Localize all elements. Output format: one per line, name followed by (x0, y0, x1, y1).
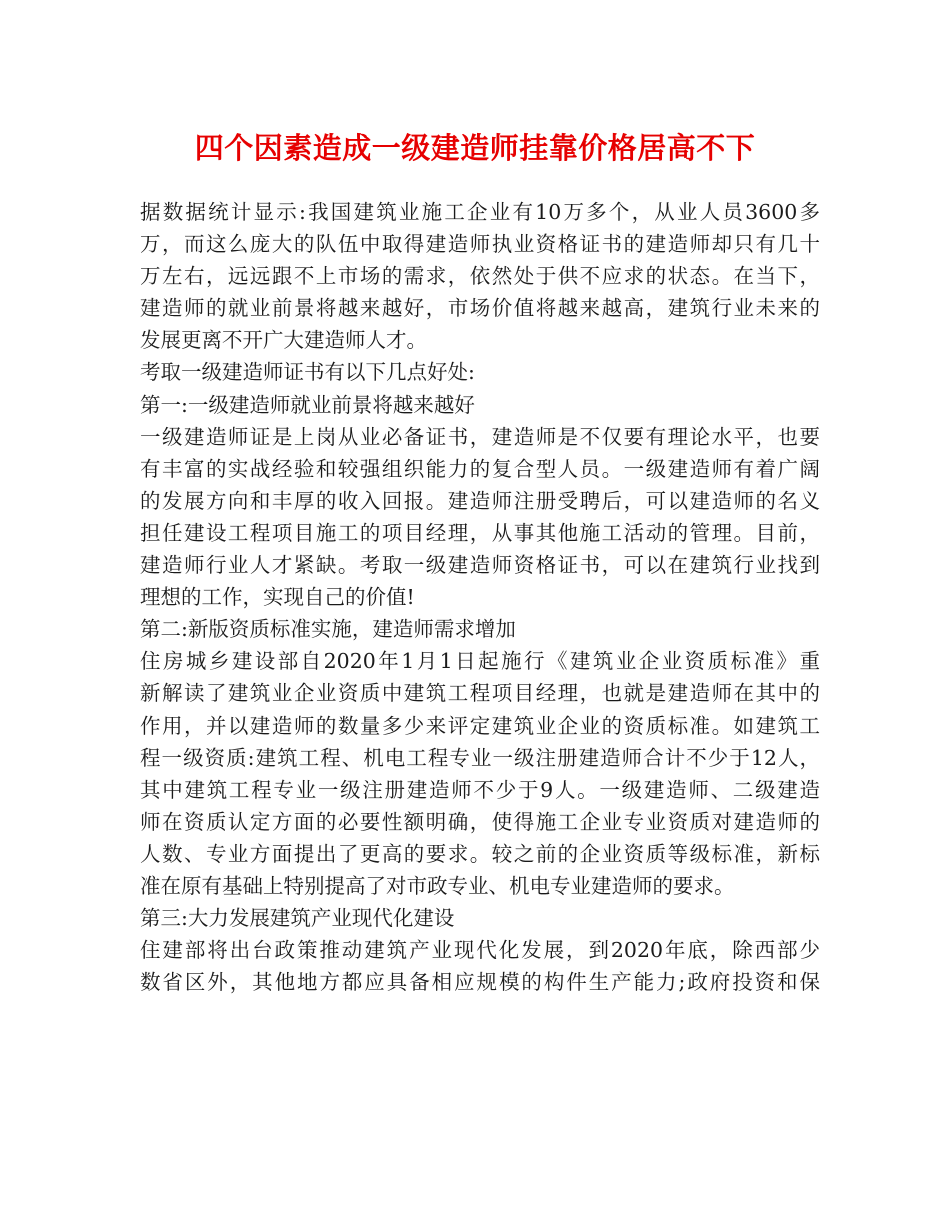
body-line: 有丰富的实战经验和较强组织能力的复合型人员。一级建造师有着广阔 (140, 456, 820, 481)
body-line: 第一:一级建造师就业前景将越来越好 (140, 392, 475, 417)
body-line: 据数据统计显示:我国建筑业施工企业有10万多个，从业人员3600多 (140, 200, 820, 224)
body-line: 建造师行业人才紧缺。考取一级建造师资格证书，可以在建筑行业找到 (140, 553, 820, 578)
document-body (140, 196, 820, 998)
body-line: 第二:新版资质标准实施，建造师需求增加 (140, 617, 516, 642)
document-title: 四个因素造成一级建造师挂靠价格居高不下 (194, 131, 756, 165)
body-line: 准在原有基础上特别提高了对市政专业、机电专业建造师的要求。 (140, 873, 735, 898)
body-line: 数省区外，其他地方都应具备相应规模的构件生产能力;政府投资和保 (140, 970, 820, 995)
body-line: 考取一级建造师证书有以下几点好处: (140, 360, 475, 385)
body-line: 万左右，远远跟不上市场的需求，依然处于供不应求的状态。在当下， (140, 264, 820, 289)
body-line: 住房城乡建设部自2020年1月1日起施行《建筑业企业资质标准》重 (140, 649, 820, 674)
body-line: 理想的工作，实现自己的价值! (140, 585, 415, 610)
body-line: 作用，并以建造师的数量多少来评定建筑业企业的资质标准。如建筑工 (140, 713, 820, 738)
body-line: 第三:大力发展建筑产业现代化建设 (140, 906, 455, 931)
body-line: 住建部将出台政策推动建筑产业现代化发展，到2020年底，除西部少 (140, 938, 820, 963)
body-line: 一级建造师证是上岗从业必备证书，建造师是不仅要有理论水平，也要 (140, 424, 820, 449)
body-line: 人数、专业方面提出了更高的要求。较之前的企业资质等级标准，新标 (140, 841, 820, 866)
body-line: 担任建设工程项目施工的项目经理，从事其他施工活动的管理。目前， (140, 520, 820, 545)
body-line: 的发展方向和丰厚的收入回报。建造师注册受聘后，可以建造师的名义 (140, 488, 820, 513)
body-line: 师在资质认定方面的必要性额明确，使得施工企业专业资质对建造师的 (140, 809, 820, 834)
body-line: 程一级资质:建筑工程、机电工程专业一级注册建造师合计不少于12人， (140, 745, 820, 770)
body-line: 发展更离不开广大建造师人才。 (140, 328, 427, 353)
body-line: 其中建筑工程专业一级注册建造师不少于9人。一级建造师、二级建造 (140, 777, 820, 802)
body-line: 建造师的就业前景将越来越好，市场价值将越来越高，建筑行业未来的 (140, 296, 820, 321)
body-line: 万，而这么庞大的队伍中取得建造师执业资格证书的建造师却只有几十 (140, 232, 820, 257)
body-line: 新解读了建筑业企业资质中建筑工程项目经理，也就是建造师在其中的 (140, 681, 820, 706)
